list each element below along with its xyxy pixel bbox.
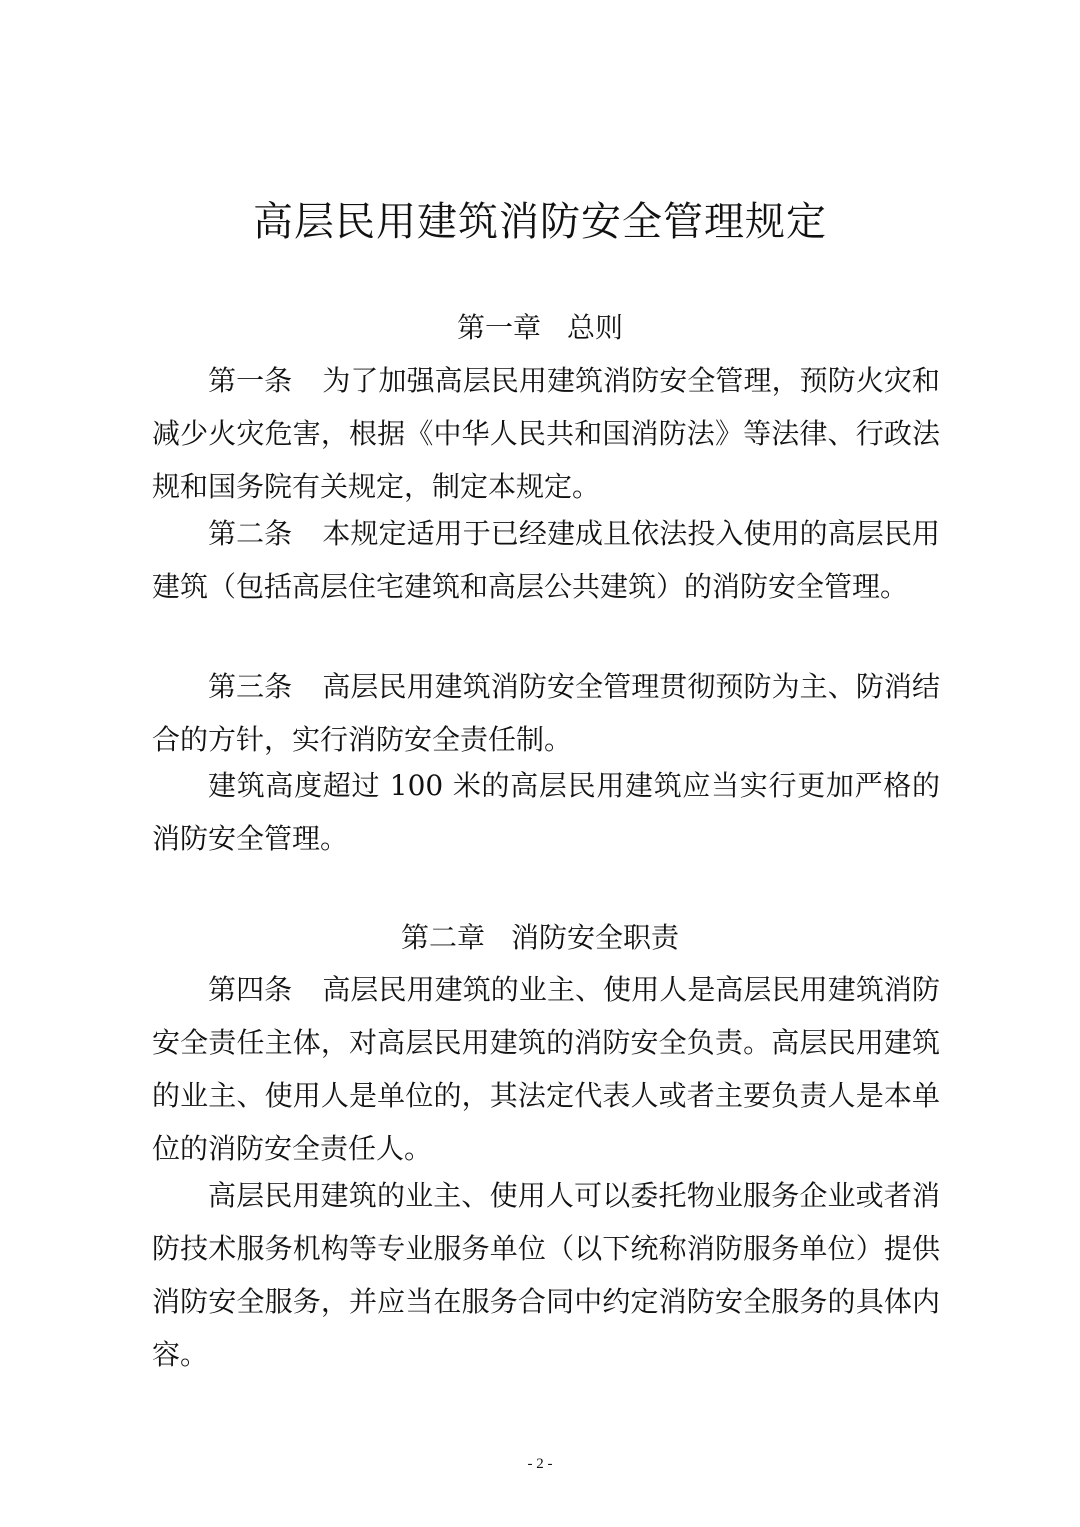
article-2-paragraph [152,507,940,613]
chapter-2-heading [0,920,1080,956]
article-text: 高层民用建筑的业主、使用人是高层民用建筑消防安全责任主体，对高层民用建筑的消防安全负责。高层民用建筑的业主、使用人是单位的，其法定代表人或者主要负责人是本单位的消防安全责任人。 [152,973,940,1165]
article-number: 第二条 [208,517,293,550]
document-title: 高层民用建筑消防安全管理规定 [253,199,827,245]
chapter-1-heading [0,310,1080,346]
article-4-paragraph [152,963,940,1175]
chapter-2-name: 消防安全职责 [511,921,680,954]
chapter-2-number: 第二章 [400,921,485,954]
article-1-paragraph [152,354,940,513]
article-text: 高层民用建筑的业主、使用人可以委托物业服务企业或者消防技术服务机构等专业服务单位（以下统称消防服务单位）提供消防安全服务，并应当在服务合同中约定消防安全服务的具体内容。 [152,1179,940,1371]
article-text: 建筑高度超过 100 米的高层民用建筑应当实行更加严格的消防安全管理。 [152,769,940,855]
page-number: - 2 - [527,1456,553,1472]
article-3-paragraph-2 [152,759,940,865]
article-4-paragraph-2 [152,1169,940,1381]
article-text: 本规定适用于已经建成且依法投入使用的高层民用建筑（包括高层住宅建筑和高层公共建筑）的消防安全管理。 [152,517,940,603]
article-number: 第三条 [208,670,293,703]
article-number: 第一条 [208,364,293,397]
article-text: 为了加强高层民用建筑消防安全管理，预防火灾和减少火灾危害，根据《中华人民共和国消防法》等法律、行政法规和国务院有关规定，制定本规定。 [152,364,940,503]
article-number: 第四条 [208,973,293,1006]
chapter-1-number: 第一章 [456,311,541,344]
article-3-paragraph [152,660,940,766]
article-text: 高层民用建筑消防安全管理贯彻预防为主、防消结合的方针，实行消防安全责任制。 [152,670,940,756]
chapter-1-name: 总则 [567,311,624,344]
